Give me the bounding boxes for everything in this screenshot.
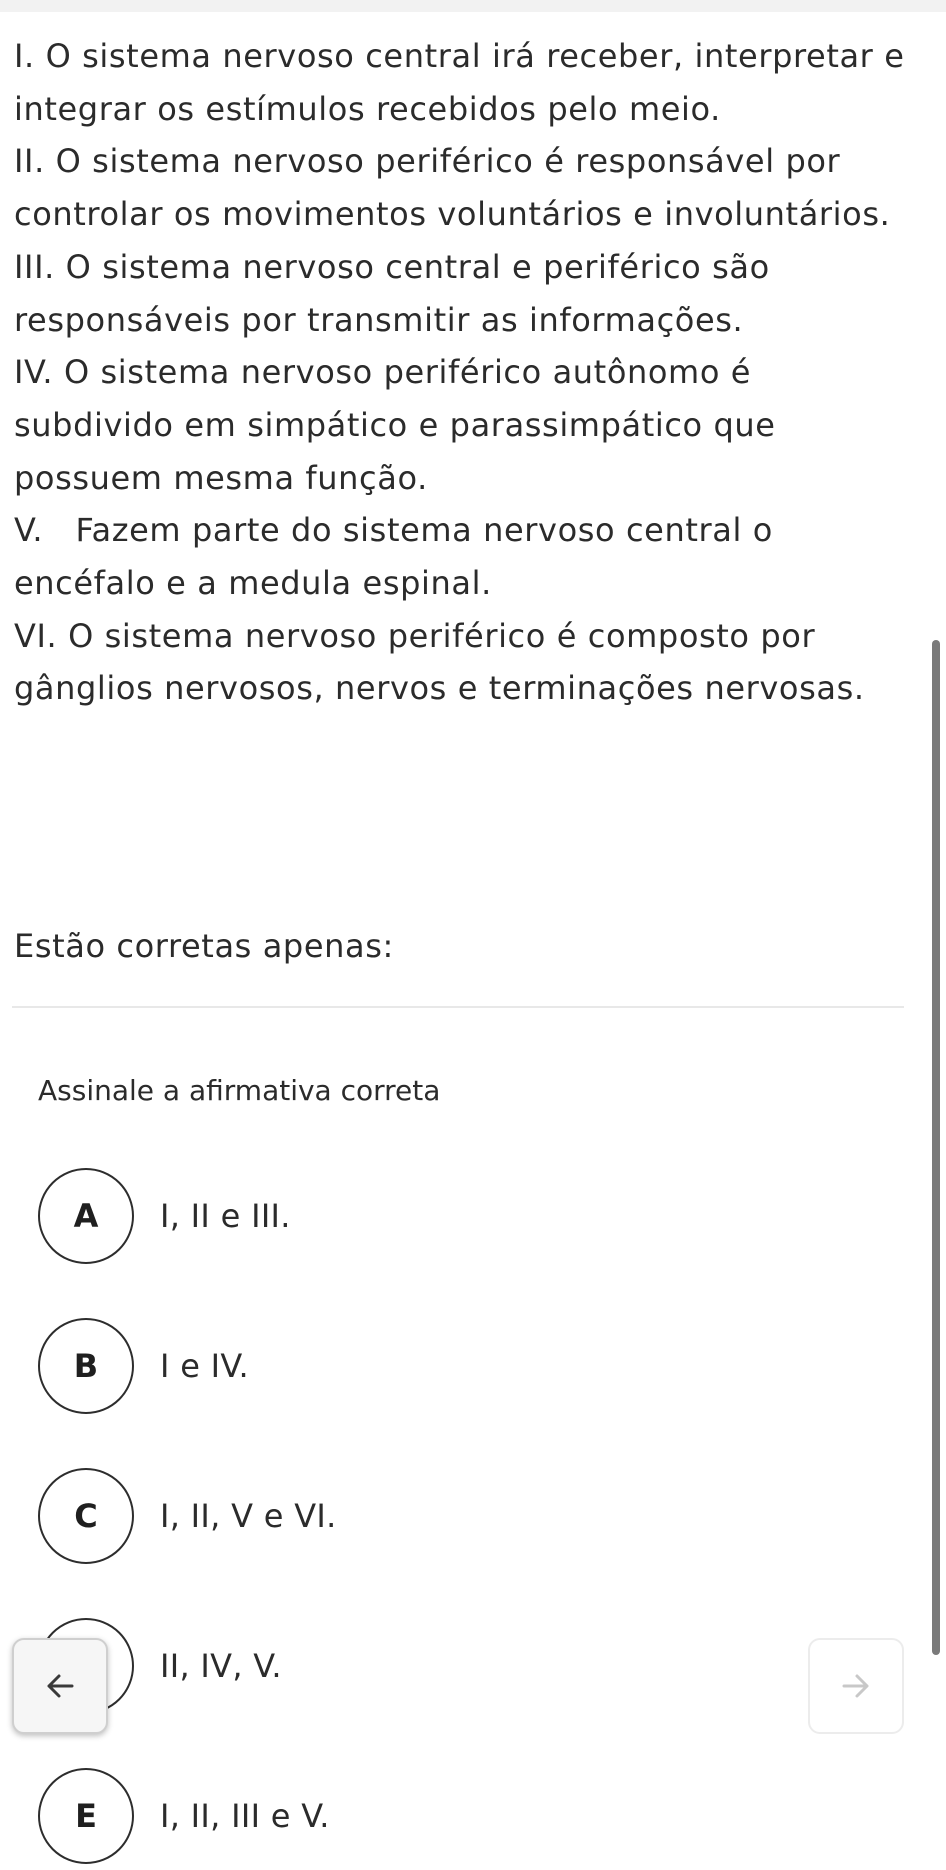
option-c[interactable] xyxy=(38,1466,337,1566)
option-a[interactable] xyxy=(38,1166,291,1266)
statement-item: I. O sistema nervoso central irá receber, interpretar e integrar os estímulos recebidos pelo meio. xyxy=(14,37,905,128)
statement-item: III. O sistema nervoso central e periférico são responsáveis por transmitir as informações. xyxy=(14,247,770,339)
option-letter-badge[interactable]: A xyxy=(38,1168,134,1264)
statement-list xyxy=(14,30,914,715)
statement-item: IV. O sistema nervoso periférico autônomo é subdivido em simpático e parassimpático que possuem mesma função. xyxy=(14,353,776,497)
statement-item: VI. O sistema nervoso periférico é composto por gânglios nervosos, nervos e terminações nervosas. xyxy=(14,616,865,708)
option-text: I, II e III. xyxy=(160,1197,291,1235)
option-text: I e IV. xyxy=(160,1347,249,1385)
option-text: II, IV, V. xyxy=(160,1647,282,1685)
arrow-left-icon xyxy=(40,1666,80,1706)
option-e[interactable] xyxy=(38,1766,330,1866)
option-letter-badge[interactable]: E xyxy=(38,1768,134,1864)
option-b[interactable] xyxy=(38,1316,249,1416)
option-letter-badge[interactable]: B xyxy=(38,1318,134,1414)
top-status-strip xyxy=(0,0,946,12)
question-prompt: Estão corretas apenas: xyxy=(14,927,394,965)
option-text: I, II, V e VI. xyxy=(160,1497,337,1535)
previous-button[interactable] xyxy=(12,1638,108,1734)
option-letter-badge[interactable]: C xyxy=(38,1468,134,1564)
next-button[interactable] xyxy=(808,1638,904,1734)
option-text: I, II, III e V. xyxy=(160,1797,330,1835)
statement-item: II. O sistema nervoso periférico é responsável por controlar os movimentos voluntários e involuntários. xyxy=(14,142,891,234)
arrow-right-icon xyxy=(836,1666,876,1706)
scrollbar-thumb[interactable] xyxy=(932,640,940,1655)
instruction-text: Assinale a afirmativa correta xyxy=(38,1074,441,1107)
divider xyxy=(12,1006,904,1008)
statement-item: V. Fazem parte do sistema nervoso central o encéfalo e a medula espinal. xyxy=(14,511,784,603)
